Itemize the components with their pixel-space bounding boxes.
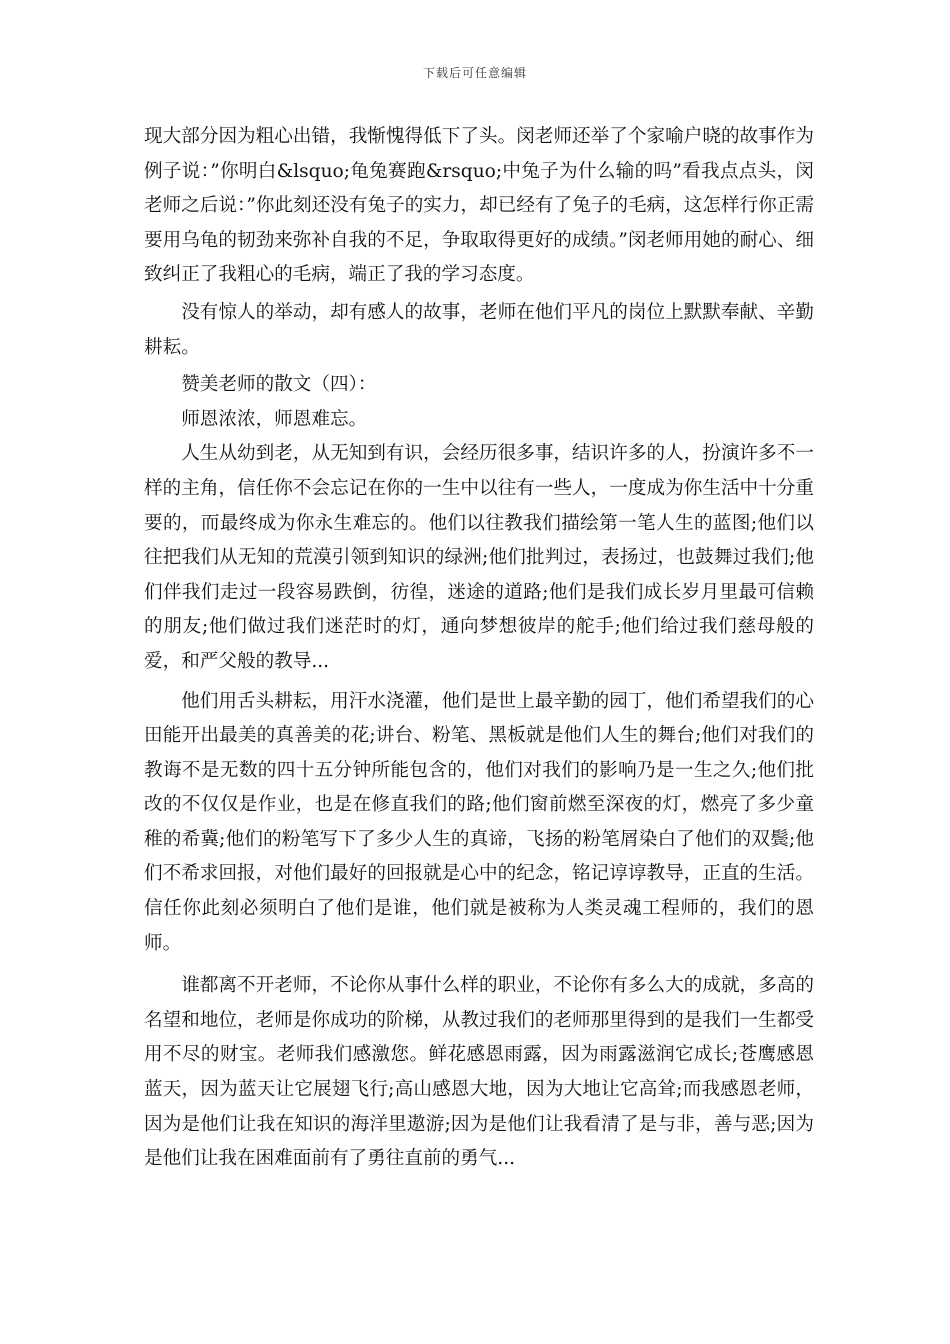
paragraph: 谁都离不开老师，不论你从事什么样的职业，不论你有多么大的成就，多高的名望和地位，老师是你成功的阶梯，从教过我们的老师那里得到的是我们一生都受用不尽的财宝。老师我们感激您。鲜花感恩雨露，因为雨露滋润它成长;苍鹰感恩蓝天，因为蓝天让它展翅飞行;高山感恩大地，因为大地让它高耸;而我感恩老师，因为是他们让我在知识的海洋里遨游;因为是他们让我看清了是与非，善与恶;因为是他们让我在困难面前有了勇往直前的勇气...	[144, 975, 814, 1170]
document-body	[144, 120, 814, 1177]
paragraph-continued: 现大部分因为粗心出错，我惭愧得低下了头。闵老师还举了个家喻户晓的故事作为例子说：”你明白&lsquo;龟兔赛跑&rsquo;中兔子为什么输的吗”看我点点头，闵老师之后说：”你此刻还没有兔子的实力，却已经有了兔子的毛病，这怎样行你正需要用乌龟的韧劲来弥补自我的不足，争取取得更好的成绩。”闵老师用她的耐心、细致纠正了我粗心的毛病，端正了我的学习态度。	[144, 126, 814, 286]
paragraph: 师恩浓浓，师恩难忘。	[181, 408, 368, 430]
paragraph: 他们用舌头耕耘，用汗水浇灌，他们是世上最辛勤的园丁，他们希望我们的心田能开出最美的真善美的花;讲台、粉笔、黑板就是他们人生的舞台;他们对我们的教诲不是无数的四十五分钟所能包含的，他们对我们的影响乃是一生之久;他们批改的不仅仅是作业，也是在修直我们的路;他们窗前燃至深夜的灯，燃亮了多少童稚的希冀;他们的粉笔写下了多少人生的真谛，飞扬的粉笔屑染白了他们的双鬓;他们不希求回报，对他们最好的回报就是心中的纪念，铭记谆谆教导，正直的生活。信任你此刻必须明白了他们是谁，他们就是被称为人类灵魂工程师的，我们的恩师。	[144, 690, 814, 954]
paragraph: 人生从幼到老，从无知到有识，会经历很多事，结识许多的人，扮演许多不一样的主角，信任你不会忘记在你的一生中以往有一些人，一度成为你生活中十分重要的，而最终成为你永生难忘的。他们以往教我们描绘第一笔人生的蓝图;他们以往把我们从无知的荒漠引领到知识的绿洲;他们批判过，表扬过，也鼓舞过我们;他们伴我们走过一段容易跌倒，彷徨，迷途的道路;他们是我们成长岁月里最可信赖的朋友;他们做过我们迷茫时的灯，通向梦想彼岸的舵手;他们给过我们慈母般的爱，和严父般的教导...	[144, 443, 814, 672]
paragraph: 没有惊人的举动，却有感人的故事，老师在他们平凡的岗位上默默奉献、辛勤耕耘。	[144, 301, 814, 358]
page-header: 下载后可任意编辑	[422, 66, 527, 80]
section-heading: 赞美老师的散文（四）：	[181, 374, 377, 396]
